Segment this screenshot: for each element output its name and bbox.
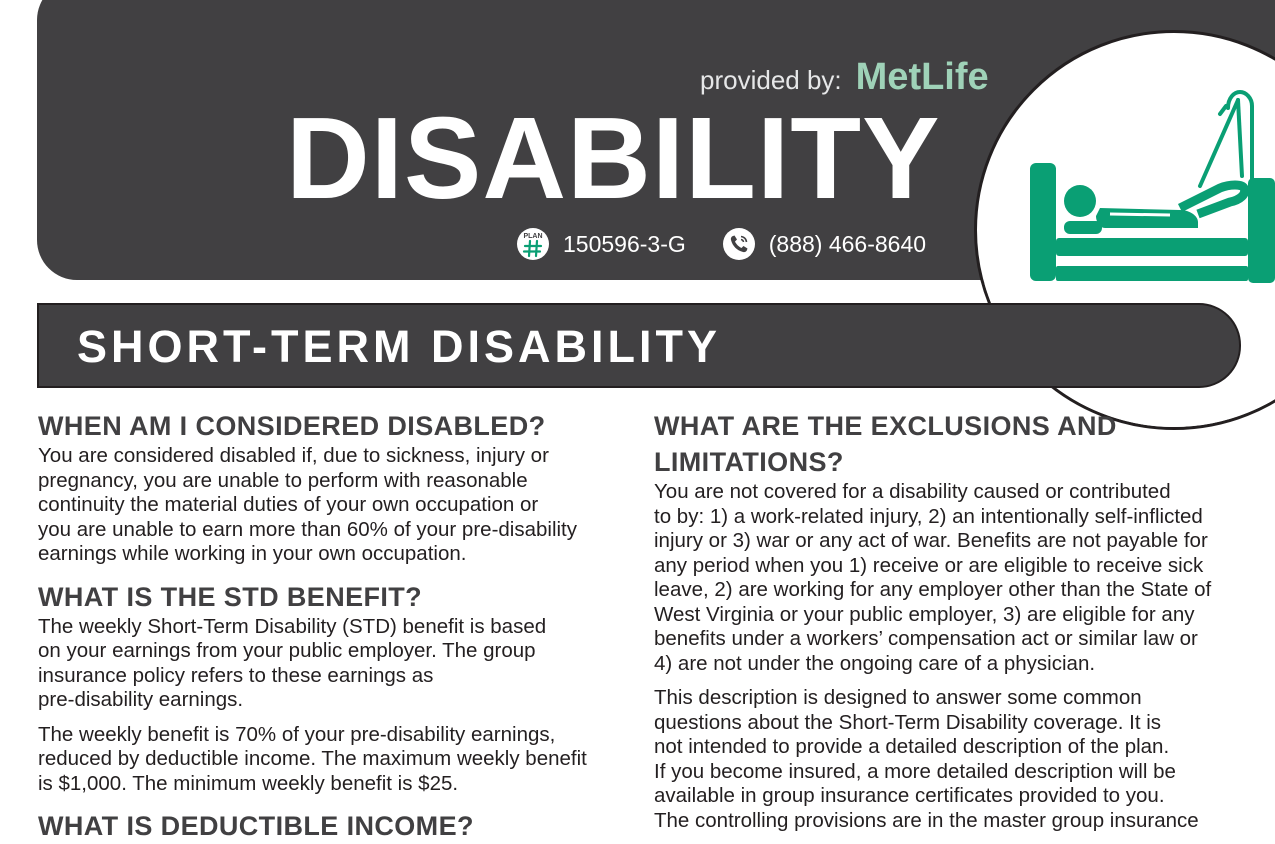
plan-icon-label: PLAN	[523, 233, 543, 240]
answer-disabled: You are considered disabled if, due to sickness, injury or pregnancy, you are unable to perform with reasonable continuity the material duties of your own occupation or you are unable to earn more than 60% of your pre-disability earnings while working in your own occupation.	[38, 444, 578, 565]
question-heading-disabled: WHEN AM I CONSIDERED DISABLED?	[38, 411, 546, 441]
left-column	[38, 408, 628, 844]
answer-std-benefit-2: The weekly benefit is 70% of your pre-disability earnings, reduced by deductible income. The maximum weekly benefit is $1,000. The minimum weekly benefit is $25.	[38, 722, 587, 795]
answer-std-benefit-1: The weekly Short-Term Disability (STD) benefit is based on your earnings from your public employer. The group insurance policy refers to these earnings as pre-disability earnings.	[38, 614, 547, 711]
question-heading-exclusions: WHAT ARE THE EXCLUSIONS AND LIMITATIONS?	[654, 411, 1117, 477]
phone-number[interactable]: (888) 466-8640	[768, 230, 927, 257]
plan-number: 150596-3-G	[563, 230, 686, 257]
question-heading-deductible-income: WHAT IS DEDUCTIBLE INCOME?	[38, 811, 474, 841]
question-heading-std-benefit: WHAT IS THE STD BENEFIT?	[38, 581, 423, 612]
hospital-bed-icon	[1030, 88, 1275, 283]
answer-exclusions: You are not covered for a disability caused or contributed to by: 1) a work-related injury, 2) an intentionally self-inflicted injury or 3) war or any act of war. Benefits are not payable for any period when you 1) receive or are eligible to receive sick leave, 2) are working for any employer other than the State of West Virginia or your public employer, 3) are eligible for any benefits under a workers’ compensation act or similar law or 4) are not under the ongoing care of a physician.	[654, 480, 1212, 675]
page-title: DISABILITY	[286, 93, 941, 223]
section-title: SHORT-TERM DISABILITY	[77, 321, 721, 372]
provided-by-label: provided by:	[700, 65, 842, 95]
plan-number-icon	[516, 227, 550, 261]
right-column	[654, 408, 1254, 833]
provider-logo-text: MetLife	[855, 56, 989, 98]
contact-row	[516, 226, 926, 262]
description-disclaimer: This description is designed to answer some common questions about the Short-Term Disability coverage. It is not intended to provide a detailed description of the plan. If you become insured, a more detailed description will be available in group insurance certificates provided to you. The controlling provisions are in the master group insurance	[654, 686, 1199, 832]
phone-icon	[722, 227, 756, 261]
section-banner	[37, 303, 1241, 388]
